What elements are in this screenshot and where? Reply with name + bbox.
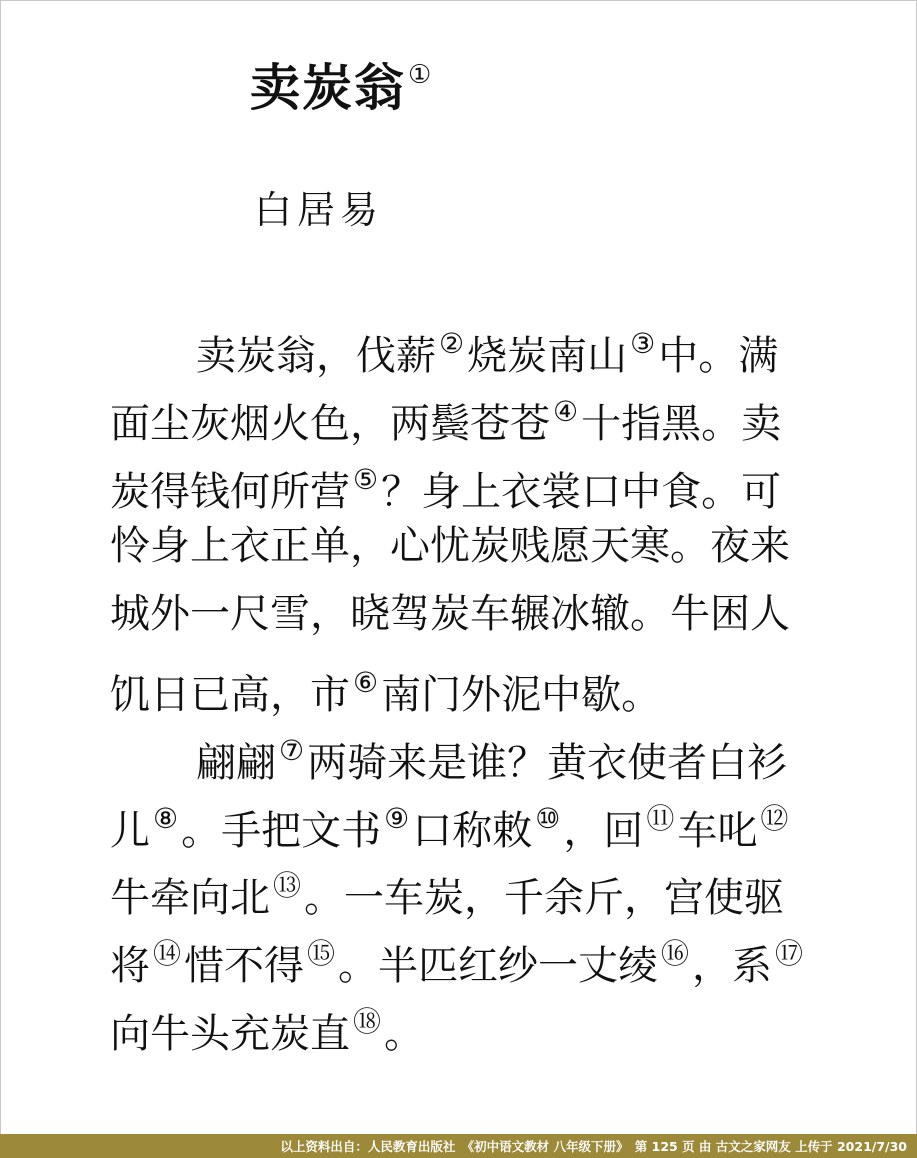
- footnote-marker: ⑨: [384, 801, 410, 835]
- poem-text: 怜身上衣正单，心忧炭贱愿天寒。夜来: [110, 523, 790, 570]
- poem-text: 面尘灰烟火色，两鬓苍苍: [110, 400, 550, 447]
- poem-text: 惜不得: [184, 943, 305, 990]
- poem-line: [110, 378, 890, 446]
- poem-text: ，回: [563, 807, 644, 854]
- poem-text: 中。满: [658, 333, 779, 379]
- poem-line: [110, 513, 890, 581]
- poem-text: 卖炭翁，伐薪: [196, 333, 436, 379]
- footnote-marker: ⑫: [760, 801, 789, 835]
- poem-text: 十指黑。卖: [581, 400, 782, 447]
- poem-text: 饥日已高，市: [110, 671, 350, 718]
- footnote-marker: ⑬: [273, 869, 302, 903]
- poem-text: 口称敕: [412, 807, 533, 854]
- poem-text: 车叱: [677, 807, 758, 854]
- poem-text: 。半匹红纱一丈绫: [338, 943, 659, 990]
- footnote-marker: ⑯: [661, 937, 690, 971]
- poem-text: 南门外泥中歇。: [381, 671, 662, 718]
- poem-text: ？身上衣裳口中食。可: [381, 468, 782, 515]
- poem-text: 城外一尺雪，晓驾炭车辗冰辙。牛困人: [110, 591, 790, 638]
- poem-text: ，系: [692, 943, 773, 990]
- poem-text: 向牛头充炭直: [110, 1010, 350, 1057]
- poem-text: 牛牵向北: [110, 875, 270, 922]
- poem-body: [110, 310, 890, 1056]
- footnote-marker: ⑧: [153, 801, 179, 835]
- poem-line: [110, 988, 890, 1056]
- poem-title: [250, 40, 433, 123]
- footnote-marker: ⑪: [646, 801, 675, 835]
- poem-title-text: 卖炭翁: [250, 59, 406, 117]
- footnote-marker: ⑥: [353, 665, 379, 699]
- poem-text: 。: [384, 1010, 425, 1057]
- poem-text: 炭得钱何所营: [110, 468, 350, 515]
- poem-text: 烧炭南山: [467, 333, 628, 379]
- poem-text: 翩翩: [196, 739, 276, 786]
- footnote-marker: ⑭: [153, 937, 182, 971]
- poem-author: 白居易: [254, 188, 384, 232]
- footnote-marker: ④: [553, 394, 579, 428]
- poem-line: [110, 581, 890, 649]
- poem-line: [110, 785, 890, 853]
- poem-line: [110, 852, 890, 920]
- footnote-marker: ⑰: [775, 937, 804, 971]
- poem-text: 将: [110, 943, 150, 990]
- poem-text: 儿: [110, 807, 150, 854]
- footnote-marker: ③: [630, 327, 656, 360]
- poem-line: [110, 717, 890, 785]
- footnote-marker: ②: [439, 327, 465, 360]
- poem-text: 。手把文书: [181, 807, 382, 854]
- poem-line: [110, 446, 890, 514]
- title-note-marker: ①: [408, 60, 434, 90]
- poem-text: 。一车炭，千余斤，宫使驱: [304, 875, 785, 922]
- footnote-marker: ⑮: [307, 937, 336, 971]
- footnote-marker: ⑤: [353, 462, 379, 496]
- footnote-marker: ⑱: [353, 1004, 382, 1038]
- footnote-marker: ⑩: [535, 801, 561, 835]
- poem-line: [110, 649, 890, 717]
- footnote-marker: ⑦: [279, 733, 305, 767]
- poem-text: 两骑来是谁？黄衣使者白衫: [307, 739, 788, 786]
- poem-line: [110, 310, 890, 378]
- poem-line: [110, 920, 890, 988]
- source-footer: 以上资料出自：人民教育出版社 《初中语文教材 八年级下册》 第 125 页 由 古文之家网友 上传于 2021/7/30: [0, 1134, 917, 1158]
